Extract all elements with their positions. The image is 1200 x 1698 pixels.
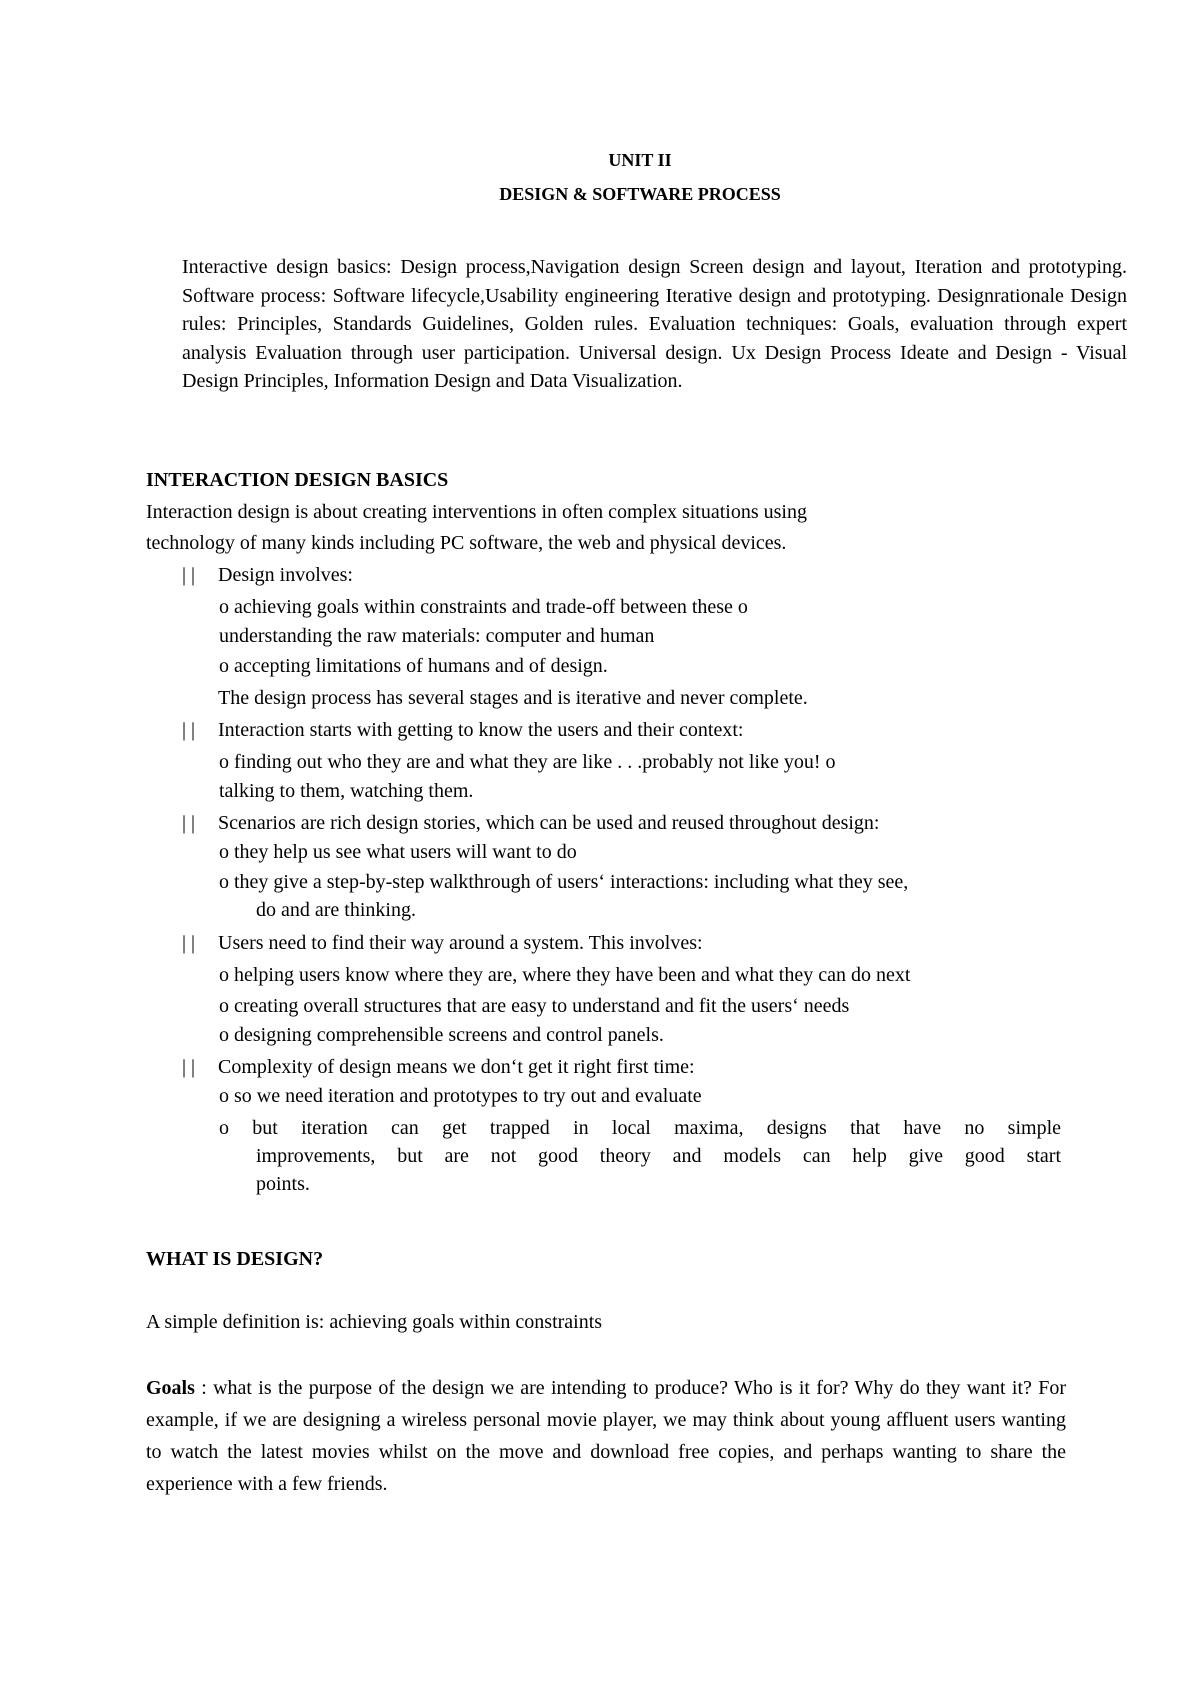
sub-item-line: do and are thinking. [256,899,416,921]
intro-line: Interaction design is about creating interventions in often complex situations using [146,501,807,523]
bullet-mark: | | [182,1056,196,1078]
sub-item: o creating overall structures that are easy to understand and fit the users‘ needs [219,995,850,1017]
definition-line: A simple definition is: achieving goals within constraints [146,1311,603,1333]
bullet-mark: | | [182,812,196,834]
intro-line: technology of many kinds including PC software, the web and physical devices. [146,532,787,554]
bullet-item [182,716,743,744]
sub-item [219,868,1059,924]
bullet-item [182,684,808,712]
bullet-item [182,561,353,589]
section-heading-what-is-design: WHAT IS DESIGN? [146,1248,324,1270]
sub-item: o designing comprehensible screens and control panels. [219,1024,664,1046]
unit-label: UNIT II [608,150,672,170]
sub-item: o achieving goals within constraints and trade-off between these o [219,596,748,618]
goals-text: : what is the purpose of the design we are intending to produce? Who is it for? Why do they want it? For example, if we are designing a wireless personal movie player, we may think about young affluent users wanting to watch the latest movies whilst on the move and download free copies, and perhaps wanting to share the experience with a few friends. [146,1377,1066,1495]
bullet-text: The design process has several stages and is iterative and never complete. [218,687,808,709]
sub-item: o accepting limitations of humans and of design. [219,655,608,677]
sub-item-line: o but iteration can get trapped in local maxima, designs that have no simple [219,1117,1061,1139]
bullet-item [182,929,703,957]
bullet-mark: | | [182,564,196,586]
unit-title: DESIGN & SOFTWARE PROCESS [499,184,781,204]
goals-paragraph [146,1372,1066,1500]
bullet-text: Scenarios are rich design stories, which can be used and reused throughout design: [218,812,880,834]
bullet-text: Interaction starts with getting to know the users and their context: [218,719,744,741]
sub-item: talking to them, watching them. [219,780,474,802]
sub-item-line: points. [256,1173,310,1195]
sub-item: understanding the raw materials: computer and human [219,625,655,647]
bullet-mark: | | [182,719,196,741]
sub-item-line: improvements, but are not good theory and models can help give good start [256,1145,1061,1167]
sub-item [219,1114,1061,1198]
bullet-text: Design involves: [218,564,353,586]
intro-paragraph [146,497,1046,559]
syllabus-paragraph: Interactive design basics: Design process,Navigation design Screen design and layout, Iteration and prototyping. Software process: Software lifecycle,Usability engineering Iterative design and prototyping. Designrationale Design rules: Principles, Standards Guidelines, Golden rules. Evaluation techniques: Goals, evaluation through expert analysis Evaluation through user participation. Universal design. Ux Design Process Ideate and Design - Visual Design Principles, Information Design and Data Visualization. [182,256,1127,393]
sub-item: o so we need iteration and prototypes to try out and evaluate [219,1085,702,1107]
goals-label: Goals [146,1377,195,1399]
section-heading-interaction: INTERACTION DESIGN BASICS [146,469,449,491]
bullet-mark: | | [182,932,196,954]
bullet-text: Complexity of design means we don‘t get it right first time: [218,1056,695,1078]
sub-item-line: o they give a step-by-step walkthrough of users‘ interactions: including what they see, [219,871,909,893]
sub-item: o helping users know where they are, where they have been and what they can do next [219,964,911,986]
bullet-item [182,809,879,837]
bullet-text: Users need to find their way around a system. This involves: [218,932,703,954]
sub-item: o they help us see what users will want to do [219,841,577,863]
sub-item: o finding out who they are and what they are like . . .probably not like you! o [219,751,836,773]
bullet-item [182,1053,695,1081]
